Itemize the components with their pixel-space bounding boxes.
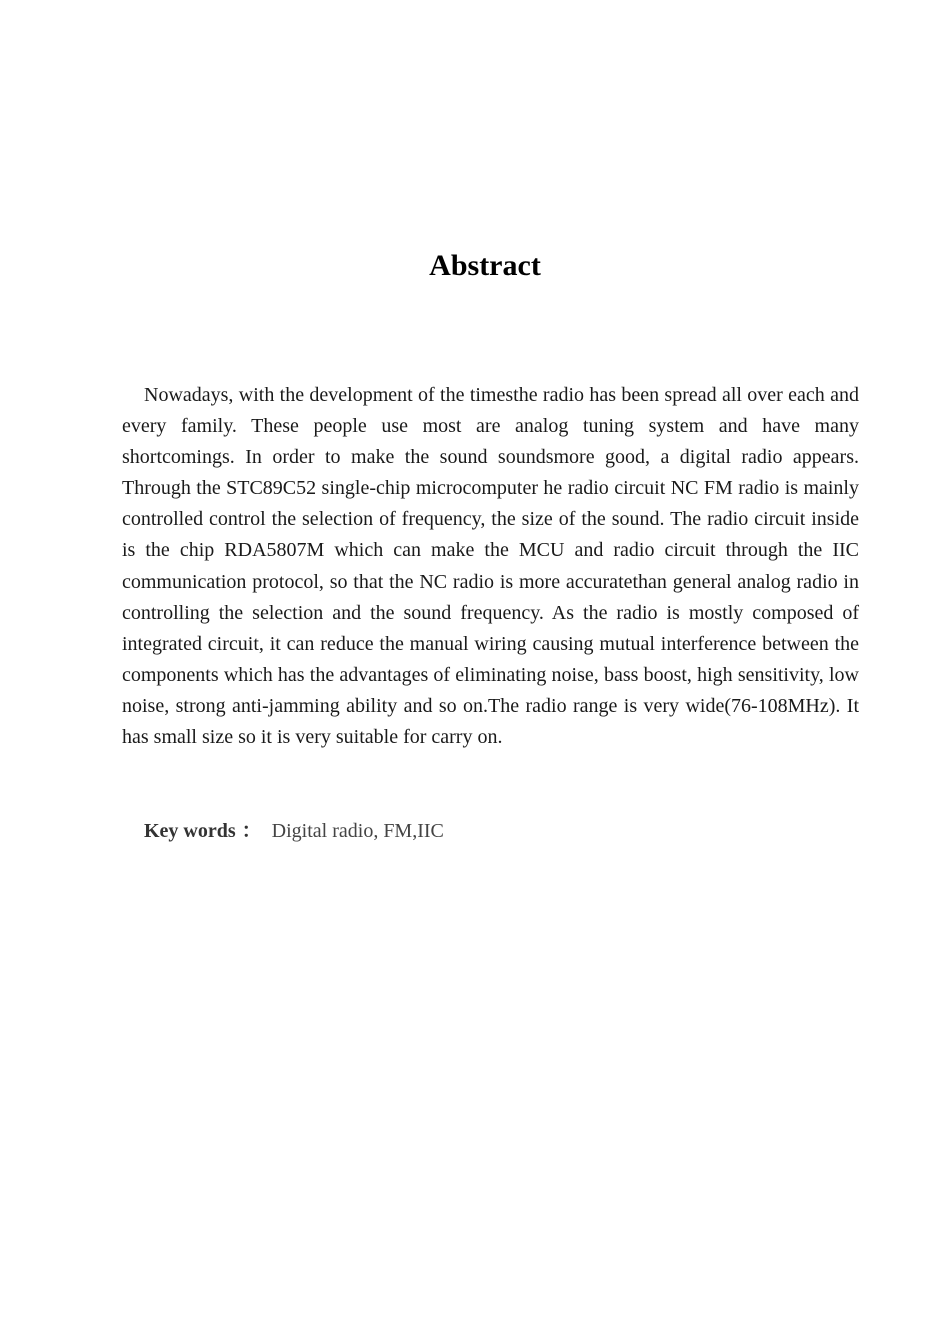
keywords-label: Key words <box>144 820 236 842</box>
page-title: Abstract <box>429 249 541 282</box>
keywords-values: Digital radio, FM,IIC <box>271 820 444 842</box>
keywords-line <box>144 816 859 847</box>
abstract-paragraph: Nowadays, with the development of the timesthe radio has been spread all over each and every family. These people use most are analog tuning system and have many shortcomings. In order to make the sound soundsmore good, a digital radio appears. Through the STC89C52 single-chip microcomputer he radio circuit NC FM radio is mainly controlled control the selection of frequency, the size of the sound. The radio circuit inside is the chip RDA5807M which can make the MCU and radio circuit through the IIC communication protocol, so that the NC radio is more accuratethan general analog radio in controlling the selection and the sound frequency. As the radio is mostly composed of integrated circuit, it can reduce the manual wiring causing mutual interference between the components which has the advantages of eliminating noise, bass boost, high sensitivity, low noise, strong anti-jamming ability and so on.The radio range is very wide(76-108MHz). It has small size so it is very suitable for carry on. <box>122 384 859 749</box>
keywords-separator: ： <box>241 820 262 842</box>
